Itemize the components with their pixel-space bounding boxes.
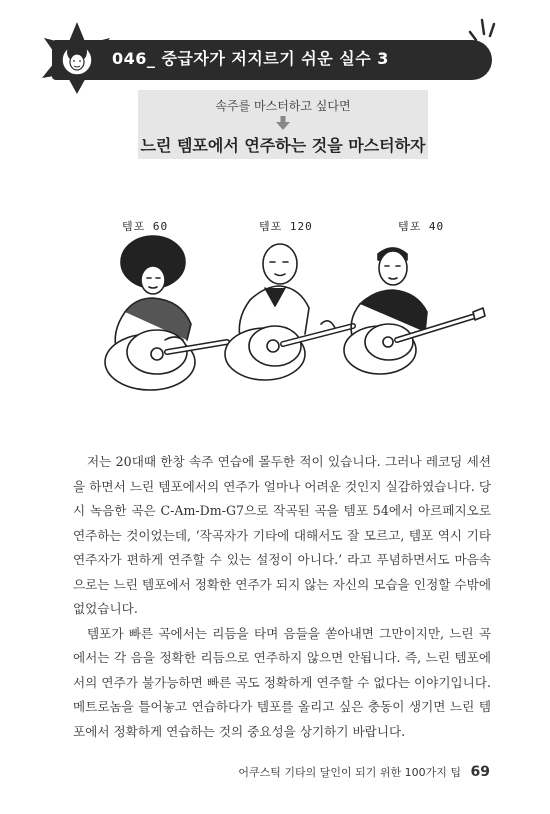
book-title: 어쿠스틱 기타의 달인이 되기 위한 100가지 팁: [238, 766, 462, 779]
section-banner: [0, 0, 550, 90]
tempo-label-1: 템포 60: [122, 220, 169, 233]
summary-subtitle: 속주를 마스터하고 싶다면: [215, 99, 351, 113]
guitarist-dark-shirt: [344, 248, 485, 374]
page-number: 69: [470, 764, 490, 780]
page-footer: [238, 764, 490, 780]
emphasis-marks-icon: [462, 14, 502, 44]
summary-main: 느린 템포에서 연주하는 것을 마스터하자: [140, 136, 426, 155]
tempo-label-2: 템포 120: [259, 220, 313, 233]
paragraph-2: 템포가 빠른 곡에서는 리듬을 타며 음들을 쏟아내면 그만이지만, 느린 곡에서는 각 음을 정확한 리듬으로 연주하지 않으면 안됩니다. 즉, 느린 템포에서의 연주가 불가능하면 빠른 곡도 정확하게 연주할 수 없다는 이야기입니다. 메트로놈을 틀어놓고 연습하다가 템포를 올리고 싶은 충동이 생기면 느린 템포에서 정확하게 연습하는 것의 중요성을 상기하기 바랍니다.: [73, 625, 491, 739]
summary-box: [138, 90, 428, 159]
tempo-label-3: 템포 40: [398, 220, 445, 233]
guitarist-bald: [225, 244, 353, 380]
star-avatar-badge: [38, 22, 116, 94]
guitarist-afro: [105, 236, 227, 390]
section-title: 046_ 중급자가 저지르기 쉬운 실수 3: [112, 49, 389, 68]
guitarists-illustration: [95, 212, 495, 397]
arrow-down-icon: [275, 116, 291, 130]
body-text: [73, 450, 491, 744]
paragraph-1: 저는 20대때 한창 속주 연습에 몰두한 적이 있습니다. 그러나 레코딩 세션을 하면서 느린 템포에서의 연주가 얼마나 어려운 것인지 실감하였습니다. 당시 녹음한 곡은 C-Am-Dm-G7으로 작곡된 곡을 템포 54에서 아르페지오로 연주하는 것이었는데, ‘작곡자가 기타에 대해서도 잘 모르고, 템포 역시 기타 연주자가 편하게 연주할 수 있는 설정이 아니다.’ 라고 푸념하면서도 마음속으로는 느린 템포에서 정확한 연주가 되지 않는 자신의 모습을 인정할 수밖에 없었습니다.: [73, 454, 491, 616]
